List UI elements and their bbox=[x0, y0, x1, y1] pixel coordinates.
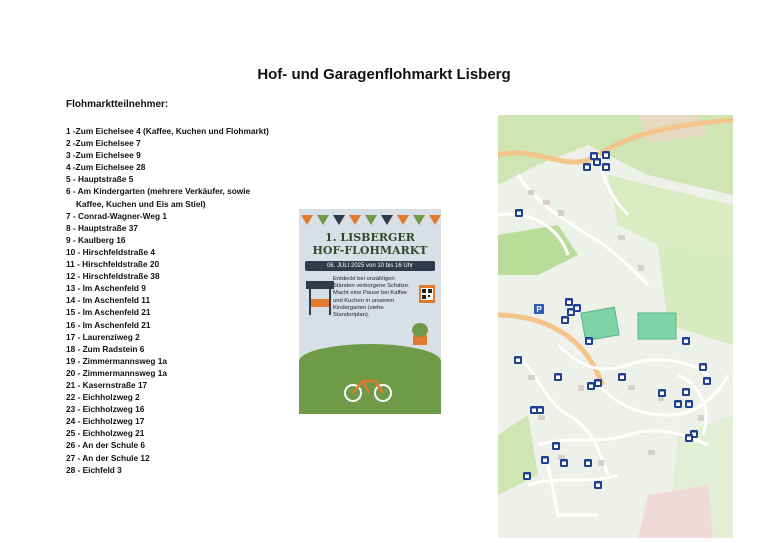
list-item: 27 - An der Schule 12 bbox=[66, 452, 150, 463]
bicycle-icon bbox=[343, 375, 393, 405]
list-item: 5 - Hauptstraße 5 bbox=[66, 174, 134, 185]
flea-market-pin-icon[interactable] bbox=[682, 388, 690, 396]
event-poster bbox=[299, 209, 441, 414]
flea-market-pin-icon[interactable] bbox=[585, 337, 593, 345]
list-item: 20 - Zimmermannsweg 1a bbox=[66, 367, 167, 378]
flea-market-pin-icon[interactable] bbox=[584, 459, 592, 467]
map-canvas[interactable] bbox=[498, 115, 733, 538]
flea-market-pin-icon[interactable] bbox=[658, 389, 666, 397]
poster-date: 06. JULI 2025 von 10 bis 16 Uhr bbox=[305, 261, 435, 271]
list-item: 14 - Im Aschenfeld 11 bbox=[66, 295, 151, 306]
flea-market-pin-icon[interactable] bbox=[699, 363, 707, 371]
flea-market-pin-icon[interactable] bbox=[674, 400, 682, 408]
list-item: 6 - Am Kindergarten (mehrere Verkäufer, sowie bbox=[66, 186, 251, 197]
list-item: 12 - Hirschfeldstraße 38 bbox=[66, 271, 160, 282]
flea-market-pin-icon[interactable] bbox=[685, 434, 693, 442]
flea-market-pin-icon[interactable] bbox=[594, 481, 602, 489]
list-item: 28 - Eichfeld 3 bbox=[66, 464, 122, 475]
page-title: Hof- und Garagenflohmarkt Lisberg bbox=[257, 66, 511, 83]
list-item: 7 - Conrad-Wagner-Weg 1 bbox=[66, 210, 167, 221]
list-item: 4 -Zum Eichelsee 28 bbox=[66, 162, 146, 173]
flea-market-pin-icon[interactable] bbox=[703, 377, 711, 385]
location-map[interactable] bbox=[498, 115, 733, 538]
qr-code-icon bbox=[419, 285, 435, 303]
list-item: 3 -Zum Eichelsee 9 bbox=[66, 150, 141, 161]
list-item: 26 - An der Schule 6 bbox=[66, 440, 145, 451]
list-item: 10 - Hirschfeldstraße 4 bbox=[66, 246, 155, 257]
list-item: Kaffee, Kuchen und Eis am Stiel) bbox=[76, 198, 206, 209]
list-item: 23 - Eichholzweg 16 bbox=[66, 404, 145, 415]
flea-market-pin-icon[interactable] bbox=[682, 337, 690, 345]
list-item: 8 - Hauptstraße 37 bbox=[66, 222, 138, 233]
list-item: 1 -Zum Eichelsee 4 (Kaffee, Kuchen und Flohmarkt) bbox=[66, 126, 269, 136]
list-item: 22 - Eichholzweg 2 bbox=[66, 392, 140, 403]
list-item: 25 - Eichholzweg 21 bbox=[66, 428, 145, 439]
list-item: 13 - Im Aschenfeld 9 bbox=[66, 283, 146, 294]
flea-market-pin-icon[interactable] bbox=[552, 442, 560, 450]
list-item: 17 - Laurenziweg 2 bbox=[66, 331, 140, 342]
flea-market-pin-icon[interactable] bbox=[618, 373, 626, 381]
market-stall-icon bbox=[303, 277, 337, 317]
flea-market-pin-icon[interactable] bbox=[541, 456, 549, 464]
list-item: 9 - Kaulberg 16 bbox=[66, 234, 126, 245]
participants-list bbox=[66, 125, 269, 476]
list-item: 15 - Im Aschenfeld 21 bbox=[66, 307, 151, 318]
plant-icon bbox=[409, 321, 431, 347]
poster-title-line1: 1. LISBERGER bbox=[325, 231, 415, 244]
flea-market-pin-icon[interactable] bbox=[593, 158, 601, 166]
flea-market-pin-icon[interactable] bbox=[602, 163, 610, 171]
flea-market-pin-icon[interactable] bbox=[560, 459, 568, 467]
flea-market-pin-icon[interactable] bbox=[685, 400, 693, 408]
poster-blurb: Entdeckt bei unzähligen Ständen verborgene Schätze. Macht eine Pause bei Kaffee und Kuchen in unserem Kindergarten (siehe Standortplan). bbox=[333, 276, 410, 319]
flea-market-pin-icon[interactable] bbox=[536, 406, 544, 414]
flea-market-pin-icon[interactable] bbox=[602, 151, 610, 159]
list-item: 11 - Hirschfeldstraße 20 bbox=[66, 259, 160, 270]
list-item: 16 - Im Aschenfeld 21 bbox=[66, 319, 151, 330]
poster-title-line2: HOF-FLOHMARKT bbox=[312, 244, 428, 257]
flea-market-pin-icon[interactable] bbox=[515, 209, 523, 217]
flea-market-pin-icon[interactable] bbox=[554, 373, 562, 381]
bunting-icon bbox=[299, 213, 441, 229]
list-item: 21 - Kasernstraße 17 bbox=[66, 379, 148, 390]
flea-market-pin-icon[interactable] bbox=[587, 382, 595, 390]
flea-market-pin-icon[interactable] bbox=[523, 472, 531, 480]
flea-market-pin-icon[interactable] bbox=[565, 298, 573, 306]
list-item: 18 - Zum Radstein 6 bbox=[66, 343, 145, 354]
flea-market-pin-icon[interactable] bbox=[561, 316, 569, 324]
flea-market-pin-icon[interactable] bbox=[514, 356, 522, 364]
flea-market-pin-icon[interactable] bbox=[567, 308, 575, 316]
flea-market-pin-icon[interactable] bbox=[594, 379, 602, 387]
participants-heading: Flohmarktteilnehmer: bbox=[66, 99, 169, 110]
parking-label: P bbox=[536, 305, 542, 314]
list-item: 19 - Zimmermannsweg 1a bbox=[66, 355, 167, 366]
list-item: 24 - Eichholzweg 17 bbox=[66, 416, 145, 427]
flea-market-pin-icon[interactable] bbox=[583, 163, 591, 171]
list-item: 2 -Zum Eichelsee 7 bbox=[66, 138, 141, 149]
